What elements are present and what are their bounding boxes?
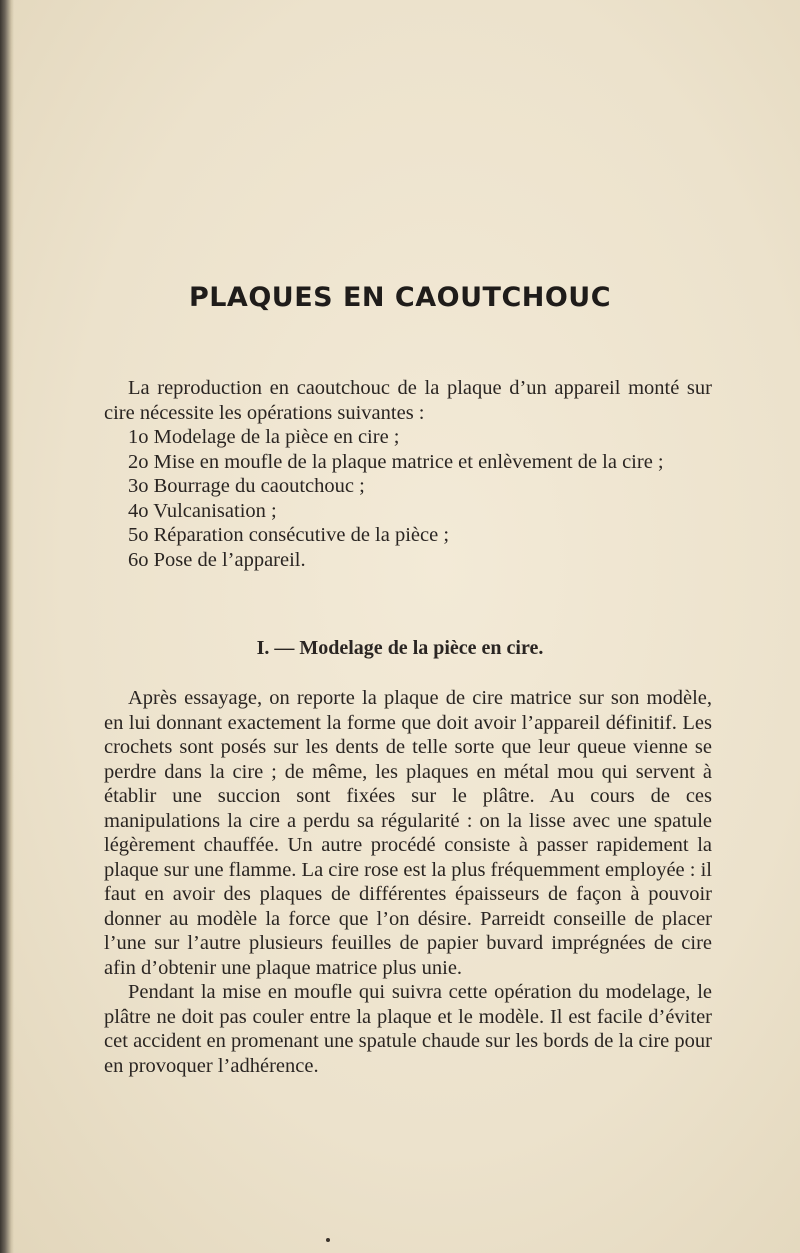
binding-edge — [0, 0, 14, 1253]
step-item-2: 2o Mise en moufle de la plaque matrice et enlèvement de la cire ; — [128, 450, 664, 473]
body-paragraph-1: Après essayage, on reporte la plaque de cire matrice sur son modèle, en lui donnant exactement la forme que doit avoir l’appareil définitif. Les crochets sont posés sur les dents de telle sorte que leur queue vienne se perdre dans la cire ; de même, les plaques en métal mou qui servent à établir une succion sont fixées sur le plâtre. Au cours de ces manipulations la cire a perdu sa régularité : on la lisse avec une spatule légèrement chauffée. Un autre procédé consiste à passer rapidement la plaque sur une flamme. La cire rose est la plus fréquemment employée : il faut en avoir des plaques de différentes épaisseurs de façon à pouvoir donner au modèle la force que l’on désire. Parreidt conseille de placer l’une sur l’autre plusieurs feuilles de papier buvard imprégnées de cire afin d’obtenir une plaque matrice plus unie. — [104, 687, 712, 979]
step-item-3: 3o Bourrage du caoutchouc ; — [128, 475, 365, 497]
section-body — [104, 686, 712, 1078]
body-paragraph-2: Pendant la mise en moufle qui suivra cette opération du modelage, le plâtre ne doit pas couler entre la plaque et le modèle. Il est facile d’éviter cet accident en promenant une spatule chaude sur les bords de la cire pour en provoquer l’adhérence. — [104, 981, 712, 1077]
intro-block — [104, 376, 712, 572]
section-heading: I. — Modelage de la pièce en cire. — [256, 637, 544, 659]
step-item-6: 6o Pose de l’appareil. — [128, 548, 306, 571]
step-item-4: 4o Vulcanisation ; — [128, 499, 277, 522]
step-item-1: 1o Modelage de la pièce en cire ; — [128, 426, 400, 448]
step-item-5: 5o Réparation consécutive de la pièce ; — [128, 524, 450, 546]
intro-paragraph: La reproduction en caoutchouc de la plaque d’un appareil monté sur cire nécessite les opérations suivantes : — [104, 377, 712, 424]
ink-speck — [326, 1238, 330, 1242]
page-title: PLAQUES EN CAOUTCHOUC — [188, 282, 612, 313]
